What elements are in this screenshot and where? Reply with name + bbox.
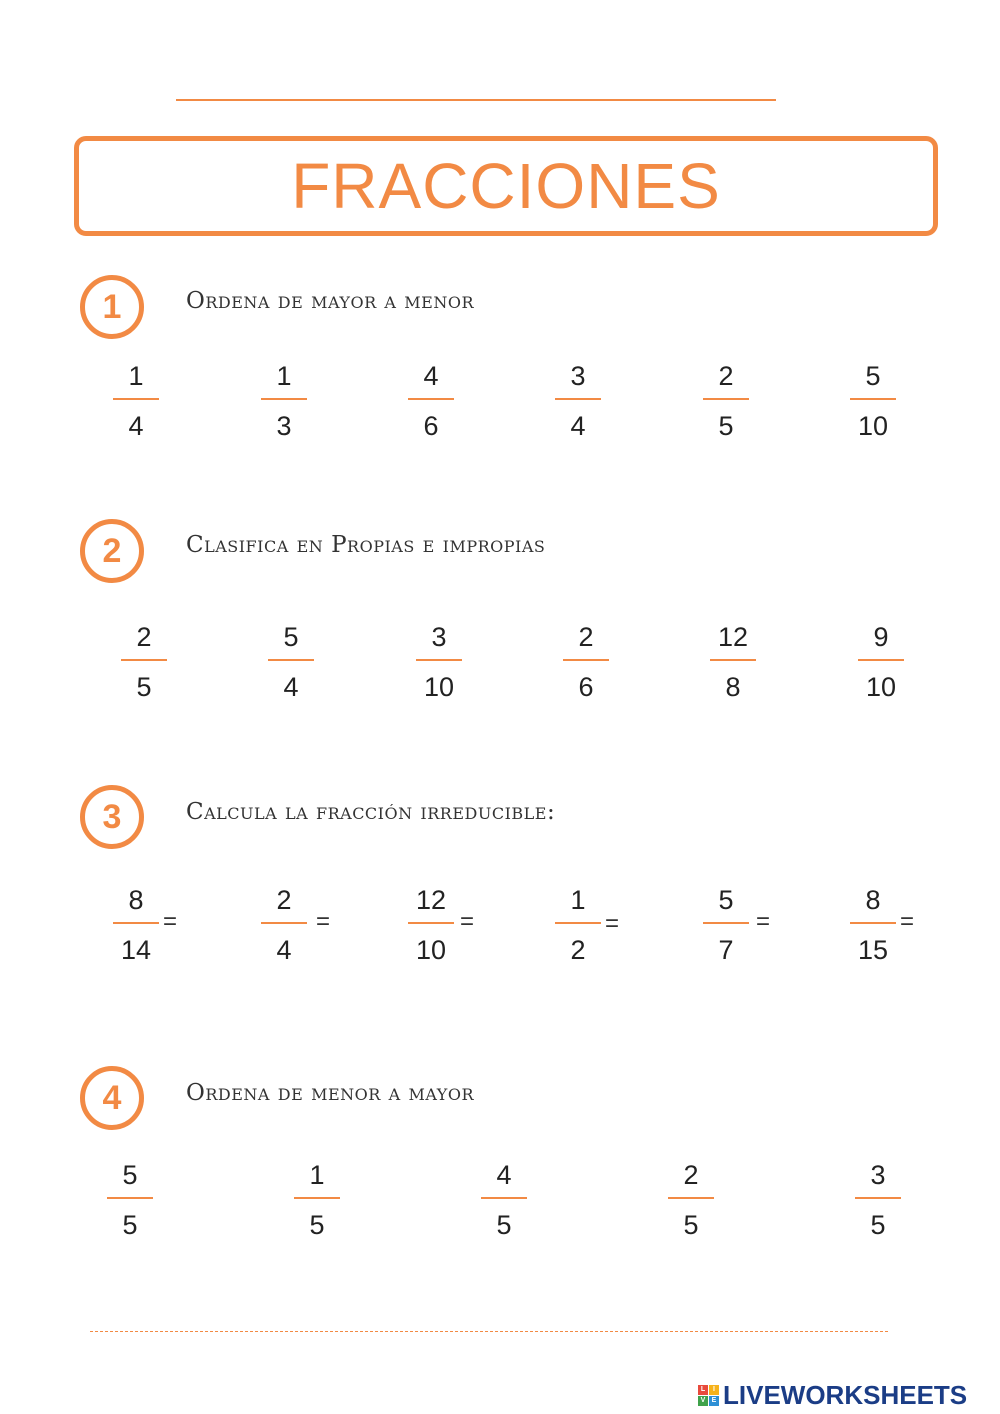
section-instruction: Calcula la fracción irreducible: (186, 799, 556, 825)
fraction (113, 360, 159, 442)
section-number-badge: 1 (80, 275, 144, 339)
logo-tile: L (698, 1385, 708, 1395)
numerator: 8 (865, 885, 881, 915)
fraction-bar (261, 922, 307, 924)
denominator: 3 (276, 411, 292, 441)
numerator: 8 (128, 885, 144, 915)
fraction-bar (855, 1197, 901, 1199)
numerator: 1 (570, 885, 586, 915)
footer-divider (90, 1331, 888, 1332)
numerator: 2 (136, 622, 152, 652)
denominator: 5 (496, 1210, 512, 1240)
fraction-bar (107, 1197, 153, 1199)
fraction (416, 621, 462, 703)
numerator: 2 (718, 361, 734, 391)
fraction-bar (703, 922, 749, 924)
page-title: FRACCIONES (291, 150, 721, 222)
equals-sign: = (316, 908, 331, 935)
fraction (555, 884, 601, 966)
denominator: 10 (423, 672, 455, 702)
numerator: 5 (865, 361, 881, 391)
fraction-bar (555, 398, 601, 400)
logo-tile: V (698, 1396, 708, 1406)
name-line (176, 99, 776, 101)
denominator: 4 (128, 411, 144, 441)
fraction (858, 621, 904, 703)
fraction (850, 884, 896, 966)
numerator: 1 (309, 1160, 325, 1190)
fraction-bar (408, 398, 454, 400)
equals-sign: = (163, 908, 178, 935)
fraction-bar (113, 922, 159, 924)
denominator: 10 (415, 935, 447, 965)
numerator: 3 (870, 1160, 886, 1190)
denominator: 4 (283, 672, 299, 702)
denominator: 10 (865, 672, 897, 702)
denominator: 8 (725, 672, 741, 702)
numerator: 3 (570, 361, 586, 391)
numerator: 4 (423, 361, 439, 391)
numerator: 4 (496, 1160, 512, 1190)
numerator: 2 (578, 622, 594, 652)
fraction (261, 884, 307, 966)
numerator: 12 (415, 885, 447, 915)
denominator: 6 (578, 672, 594, 702)
section-instruction: Ordena de mayor a menor (186, 288, 475, 314)
fraction (850, 360, 896, 442)
liveworksheets-brand (698, 1380, 967, 1411)
equals-sign: = (900, 908, 915, 935)
fraction-bar (703, 398, 749, 400)
denominator: 5 (683, 1210, 699, 1240)
fraction (563, 621, 609, 703)
numerator: 5 (283, 622, 299, 652)
fraction-bar (668, 1197, 714, 1199)
equals-sign: = (605, 910, 620, 937)
denominator: 7 (718, 935, 734, 965)
section-number-badge: 2 (80, 519, 144, 583)
fraction-bar (294, 1197, 340, 1199)
denominator: 14 (120, 935, 152, 965)
fraction (703, 884, 749, 966)
fraction (294, 1159, 340, 1241)
section-instruction: Clasifica en Propias e impropias (186, 532, 546, 558)
fraction-bar (481, 1197, 527, 1199)
numerator: 5 (122, 1160, 138, 1190)
denominator: 5 (718, 411, 734, 441)
fraction (703, 360, 749, 442)
logo-tile: E (709, 1396, 719, 1406)
section-number-badge: 3 (80, 785, 144, 849)
fraction-bar (710, 659, 756, 661)
denominator: 2 (570, 935, 586, 965)
fraction-bar (408, 922, 454, 924)
fraction-bar (850, 922, 896, 924)
fraction (668, 1159, 714, 1241)
numerator: 1 (276, 361, 292, 391)
denominator: 4 (276, 935, 292, 965)
fraction-bar (858, 659, 904, 661)
fraction (408, 884, 454, 966)
brand-name: LIVEWORKSHEETS (723, 1380, 968, 1410)
denominator: 15 (857, 935, 889, 965)
fraction-bar (416, 659, 462, 661)
denominator: 5 (122, 1210, 138, 1240)
numerator: 1 (128, 361, 144, 391)
numerator: 9 (873, 622, 889, 652)
fraction-bar (850, 398, 896, 400)
fraction-bar (555, 922, 601, 924)
section-number-badge: 4 (80, 1066, 144, 1130)
fraction (408, 360, 454, 442)
fraction (555, 360, 601, 442)
fraction (268, 621, 314, 703)
fraction (710, 621, 756, 703)
fraction-bar (563, 659, 609, 661)
fraction (481, 1159, 527, 1241)
fraction (113, 884, 159, 966)
logo-tile: I (709, 1385, 719, 1395)
numerator: 2 (276, 885, 292, 915)
fraction (261, 360, 307, 442)
equals-sign: = (460, 908, 475, 935)
denominator: 5 (870, 1210, 886, 1240)
denominator: 4 (570, 411, 586, 441)
liveworksheets-logo-icon (698, 1385, 719, 1406)
title-box (74, 136, 938, 236)
fraction (107, 1159, 153, 1241)
numerator: 3 (431, 622, 447, 652)
fraction-bar (113, 398, 159, 400)
denominator: 10 (857, 411, 889, 441)
denominator: 5 (136, 672, 152, 702)
denominator: 6 (423, 411, 439, 441)
numerator: 2 (683, 1160, 699, 1190)
numerator: 12 (717, 622, 749, 652)
denominator: 5 (309, 1210, 325, 1240)
fraction (855, 1159, 901, 1241)
fraction-bar (261, 398, 307, 400)
section-instruction: Ordena de menor a mayor (186, 1080, 475, 1106)
fraction-bar (268, 659, 314, 661)
fraction (121, 621, 167, 703)
equals-sign: = (756, 908, 771, 935)
numerator: 5 (718, 885, 734, 915)
fraction-bar (121, 659, 167, 661)
